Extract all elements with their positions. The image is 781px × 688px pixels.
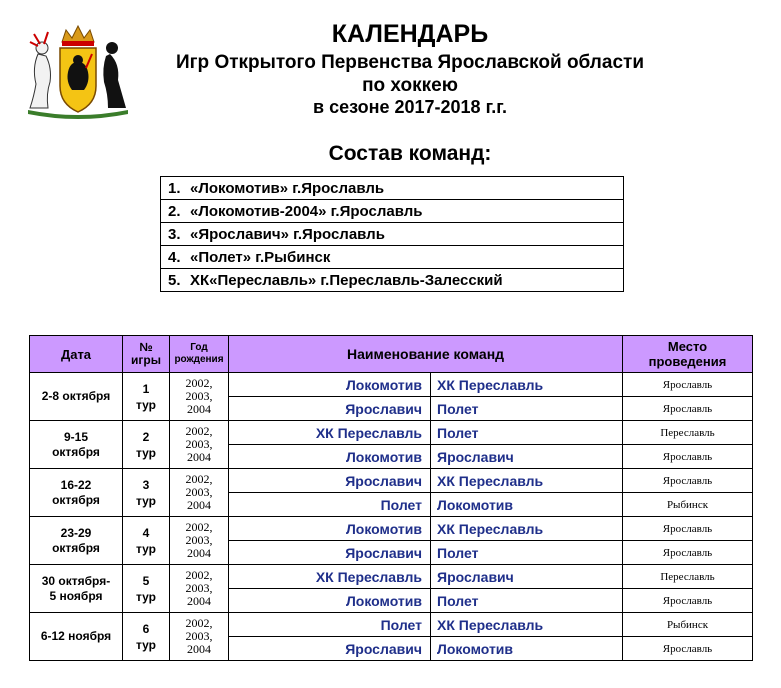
- round-date-line1: 6-12 ноября: [40, 629, 112, 643]
- schedule-row: [30, 565, 753, 589]
- tour-num: 1: [142, 381, 150, 396]
- round-date-line2: октября: [52, 444, 100, 459]
- away-team: Полет: [431, 397, 623, 421]
- home-team: Ярославич: [229, 541, 431, 565]
- away-team: ХК Переславль: [431, 373, 623, 397]
- birth-year-line2: 2003,: [185, 389, 213, 403]
- birth-year-line1: 2002,: [185, 616, 213, 630]
- away-team: ХК Переславль: [431, 517, 623, 541]
- birth-year-line2: 2003,: [185, 629, 213, 643]
- birth-year-line2: 2003,: [185, 581, 213, 595]
- schedule-table: [29, 335, 753, 661]
- season-line: в сезоне 2017-2018 г.г.: [313, 97, 507, 117]
- team-number: 1.: [168, 179, 181, 197]
- round-date: [30, 373, 123, 421]
- team-list-row: [161, 223, 624, 246]
- birth-year-line1: 2002,: [185, 568, 213, 582]
- venue: Ярославль: [623, 541, 753, 565]
- away-team: Полет: [431, 421, 623, 445]
- team-list-row: [161, 177, 624, 200]
- round-date: [30, 517, 123, 565]
- birth-year-line1: 2002,: [185, 376, 213, 390]
- round-number: [123, 517, 170, 565]
- tour-num: 3: [142, 477, 150, 492]
- venue: Ярославль: [623, 445, 753, 469]
- schedule-row: [30, 469, 753, 493]
- header-place-line1: Место: [667, 339, 708, 354]
- home-team: Полет: [229, 493, 431, 517]
- schedule-row: [30, 373, 753, 397]
- venue: Ярославль: [623, 469, 753, 493]
- birth-year-line3: 2004: [187, 546, 211, 560]
- venue: Рыбинск: [623, 613, 753, 637]
- round-number: [123, 469, 170, 517]
- tour-label: тур: [135, 445, 157, 460]
- schedule-row: [30, 421, 753, 445]
- home-team: ХК Переславль: [229, 565, 431, 589]
- venue: Переславль: [623, 421, 753, 445]
- page-title: КАЛЕНДАРЬ: [331, 20, 489, 48]
- team-list-item: [161, 177, 624, 200]
- home-team: Полет: [229, 613, 431, 637]
- round-date-line2: 5 ноября: [49, 588, 103, 603]
- birth-year-line3: 2004: [187, 450, 211, 464]
- home-team: Локомотив: [229, 373, 431, 397]
- venue: Ярославль: [623, 373, 753, 397]
- home-team: Ярославич: [229, 637, 431, 661]
- tour-num: 2: [142, 429, 150, 444]
- round-number: [123, 565, 170, 613]
- birth-year-line3: 2004: [187, 594, 211, 608]
- round-number: [123, 373, 170, 421]
- home-team: Локомотив: [229, 517, 431, 541]
- birth-years: [170, 613, 229, 661]
- tour-num: 6: [142, 621, 150, 636]
- team-name: «Ярославич» г.Ярославль: [190, 225, 385, 243]
- teams-heading: Состав команд:: [328, 142, 492, 165]
- round-date-line2: октября: [52, 492, 100, 507]
- away-team: Локомотив: [431, 493, 623, 517]
- tour-num: 5: [142, 573, 150, 588]
- team-list-row: [161, 269, 624, 292]
- coat-of-arms-icon: [24, 24, 132, 120]
- team-number: 3.: [168, 225, 181, 243]
- birth-years: [170, 517, 229, 565]
- round-date-line1: 9-15: [63, 429, 89, 444]
- birth-year-line3: 2004: [187, 642, 211, 656]
- round-date-line2: октября: [52, 540, 100, 555]
- venue: Ярославль: [623, 589, 753, 613]
- schedule-row: [30, 613, 753, 637]
- team-name: «Локомотив» г.Ярославль: [190, 179, 385, 197]
- away-team: Локомотив: [431, 637, 623, 661]
- away-team: ХК Переславль: [431, 469, 623, 493]
- tour-label: тур: [135, 397, 157, 412]
- birth-year-line2: 2003,: [185, 485, 213, 499]
- header-birth-year: [170, 336, 229, 373]
- venue: Ярославль: [623, 637, 753, 661]
- round-date-line1: 23-29: [60, 525, 92, 540]
- round-date: [30, 565, 123, 613]
- round-number: [123, 613, 170, 661]
- team-number: 2.: [168, 202, 181, 220]
- birth-year-line2: 2003,: [185, 533, 213, 547]
- sport-line: по хоккею: [362, 75, 458, 96]
- team-list-item: [161, 223, 624, 246]
- birth-year-line3: 2004: [187, 498, 211, 512]
- birth-year-line3: 2004: [187, 402, 211, 416]
- header-venue: [623, 336, 753, 373]
- away-team: Полет: [431, 589, 623, 613]
- birth-year-line1: 2002,: [185, 472, 213, 486]
- birth-years: [170, 373, 229, 421]
- header-year-line2: рождения: [174, 354, 224, 365]
- tour-label: тур: [135, 541, 157, 556]
- header-date: Дата: [30, 336, 123, 373]
- round-date-line1: 16-22: [60, 477, 92, 492]
- venue: Ярославль: [623, 517, 753, 541]
- away-team: ХК Переславль: [431, 613, 623, 637]
- header-num-label: игры: [131, 353, 161, 367]
- round-date: [30, 613, 123, 661]
- birth-year-line1: 2002,: [185, 520, 213, 534]
- team-number: 4.: [168, 248, 181, 266]
- home-team: Локомотив: [229, 589, 431, 613]
- home-team: Ярославич: [229, 397, 431, 421]
- home-team: ХК Переславль: [229, 421, 431, 445]
- header-year-line1: Год: [190, 342, 208, 353]
- team-number: 5.: [168, 271, 181, 289]
- team-name: «Полет» г.Рыбинск: [190, 248, 331, 266]
- schedule-row: [30, 517, 753, 541]
- page-subtitle: Игр Открытого Первенства Ярославской области: [175, 52, 644, 73]
- birth-years: [170, 565, 229, 613]
- away-team: Ярославич: [431, 445, 623, 469]
- header-num-symbol: №: [139, 340, 153, 354]
- team-list-item: [161, 269, 624, 292]
- away-team: Ярославич: [431, 565, 623, 589]
- home-team: Ярославич: [229, 469, 431, 493]
- teams-table: [160, 176, 624, 292]
- venue: Ярославль: [623, 397, 753, 421]
- birth-year-line2: 2003,: [185, 437, 213, 451]
- header-teams: Наименование команд: [229, 336, 623, 373]
- team-list-row: [161, 246, 624, 269]
- round-number: [123, 421, 170, 469]
- team-name: ХК«Переславль» г.Переславль-Залесский: [190, 271, 503, 289]
- home-team: Локомотив: [229, 445, 431, 469]
- venue: Переславль: [623, 565, 753, 589]
- birth-years: [170, 421, 229, 469]
- tour-label: тур: [135, 493, 157, 508]
- header-place-line2: проведения: [648, 354, 727, 369]
- venue: Рыбинск: [623, 493, 753, 517]
- team-list-item: [161, 200, 624, 223]
- team-name: «Локомотив-2004» г.Ярославль: [190, 202, 423, 220]
- away-team: Полет: [431, 541, 623, 565]
- round-date-line1: 30 октября-: [41, 573, 111, 588]
- header-game-number: [123, 336, 170, 373]
- round-date: [30, 421, 123, 469]
- round-date: [30, 469, 123, 517]
- birth-year-line1: 2002,: [185, 424, 213, 438]
- tour-label: тур: [135, 637, 157, 652]
- round-date-line1: 2-8 октября: [41, 389, 111, 403]
- team-list-item: [161, 246, 624, 269]
- birth-years: [170, 469, 229, 517]
- tour-num: 4: [142, 525, 150, 540]
- tour-label: тур: [135, 589, 157, 604]
- team-list-row: [161, 200, 624, 223]
